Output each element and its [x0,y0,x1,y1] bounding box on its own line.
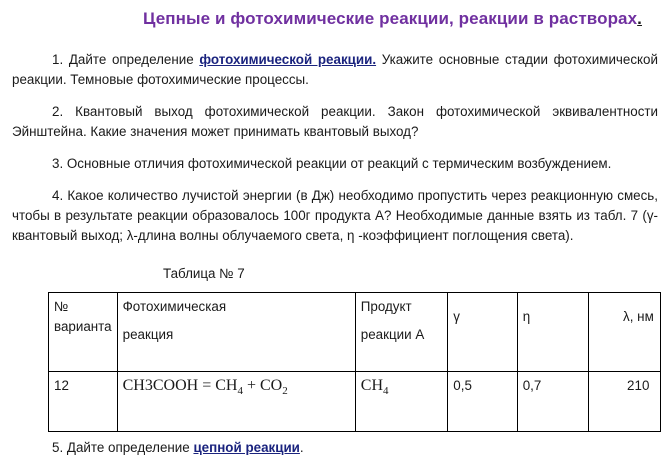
question-2 [12,102,658,142]
question-1-suffix: Укажите основные стадии фотохимической реакции. Темновые фотохимические процессы. [12,52,658,87]
photochemical-reaction-term[interactable]: фотохимической реакции. [199,52,377,67]
question-3 [12,154,658,174]
cell-product: $CH_4$ [355,372,448,432]
question-5 [12,438,658,458]
data-table [48,292,661,432]
header-reaction: Фотохимическая реакция [117,293,355,372]
cell-eta: 0,7 [517,372,588,432]
question-1 [12,50,658,90]
title-text: Цепные и фотохимические реакции, реакции в растворах [143,9,638,28]
question-4-text: 4. Какое количество лучистой энергии (в Дж) необходимо пропустить через реакционную смесь, чтобы в результате реакции образовалось 100г продукта А? Необходимые данные взять из табл. 7 (γ-квантовый выход; λ-длина волны облучаемого света, η -коэффициент поглощения света). [12,188,658,243]
header-variant: № варианта [49,293,118,372]
cell-reaction: CH3COOH = $CH_4 + CO_2$ [117,372,355,432]
table-caption: Таблица № 7 [163,266,245,281]
question-4 [12,186,658,246]
cell-lambda: 210 [589,372,661,432]
question-5-suffix: . [299,440,304,455]
header-gamma: γ [448,293,517,372]
question-2-text: 2. Квантовый выход фотохимической реакции. Закон фотохимической эквивалентности Эйнштейна. Какие значения может принимать квантовый выход? [12,104,658,139]
question-5-prefix: 5. Дайте определение [52,440,194,455]
header-lambda: λ, нм [589,293,661,372]
cell-gamma: 0,5 [448,372,517,432]
question-3-text: 3. Основные отличия фотохимической реакции от реакций с термическим возбуждением. [52,156,612,171]
cell-variant: 12 [49,372,118,432]
table-row [49,372,661,432]
chain-reaction-term[interactable]: цепной реакции [193,440,300,455]
page-title [0,9,668,29]
header-product: Продукт реакции А [355,293,448,372]
question-1-prefix: 1. Дайте определение [52,52,200,67]
title-dot: . [637,9,642,28]
table-header-row [49,293,661,372]
header-eta: η [517,293,588,372]
